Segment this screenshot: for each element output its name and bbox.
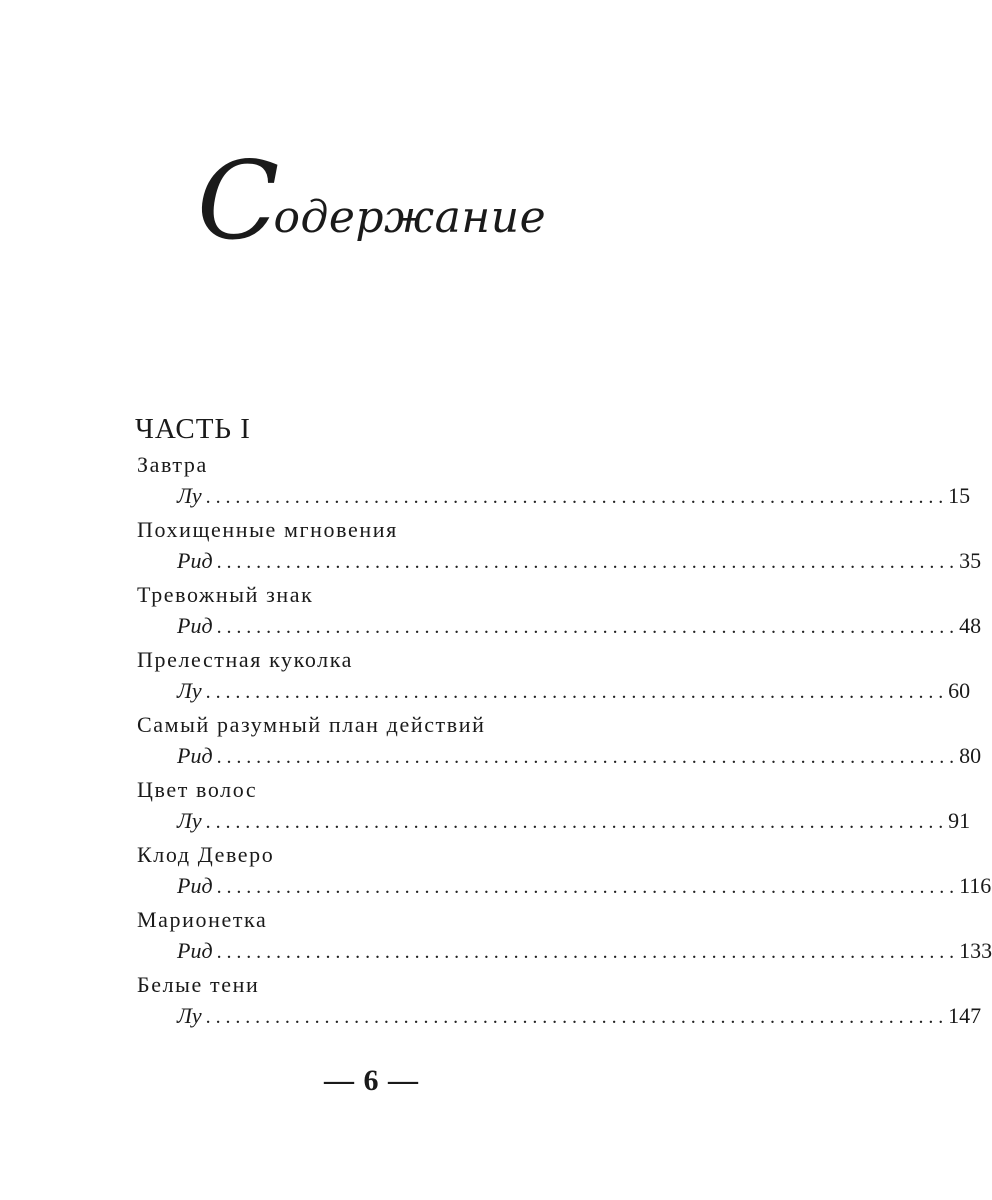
toc-entry-row xyxy=(135,938,992,968)
narrator-name: Рид xyxy=(177,613,213,638)
toc-entry[interactable] xyxy=(135,972,982,1037)
chapter-title: Белые тени xyxy=(137,972,260,997)
toc-entry-row xyxy=(135,873,992,903)
toc-entry[interactable] xyxy=(135,452,971,517)
page-title xyxy=(0,139,743,264)
dot-leader: ........................................................................... xyxy=(216,876,960,898)
toc-entry[interactable] xyxy=(135,777,971,842)
dot-leader: ........................................................................... xyxy=(216,941,960,963)
toc-entry-row xyxy=(135,548,982,578)
toc-entry-row xyxy=(135,678,971,708)
page-number: 80 xyxy=(959,743,982,768)
narrator-name: Лу xyxy=(177,1003,202,1028)
page-number: 15 xyxy=(948,483,971,508)
chapter-title: Прелестная куколка xyxy=(137,647,354,672)
dot-leader: ........................................................................... xyxy=(205,486,949,508)
toc-entry-row xyxy=(135,1003,982,1033)
dot-leader: ........................................................................... xyxy=(216,746,960,768)
dot-leader: ........................................................................... xyxy=(205,681,949,703)
dot-leader: ........................................................................... xyxy=(205,811,949,833)
toc-entry[interactable] xyxy=(135,582,982,647)
dot-leader: ........................................................................... xyxy=(205,1006,949,1028)
toc-entry-row xyxy=(135,483,971,513)
chapter-title: Похищенные мгновения xyxy=(137,517,398,542)
page-number: 60 xyxy=(948,678,971,703)
narrator-name: Лу xyxy=(177,808,202,833)
page-number: 116 xyxy=(959,873,992,898)
chapter-title: Цвет волос xyxy=(137,777,258,802)
page-number: 133 xyxy=(959,938,992,963)
chapter-title: Завтра xyxy=(137,452,208,477)
page-number: 48 xyxy=(959,613,982,638)
page-number: 91 xyxy=(948,808,971,833)
narrator-name: Рид xyxy=(177,938,213,963)
narrator-name: Лу xyxy=(177,678,202,703)
chapter-title: Тревожный знак xyxy=(137,582,314,607)
table-of-contents xyxy=(135,452,992,1037)
toc-entry[interactable] xyxy=(135,842,992,907)
chapter-title: Самый разумный план действий xyxy=(137,712,486,737)
narrator-name: Лу xyxy=(177,483,202,508)
toc-entry[interactable] xyxy=(135,517,982,582)
narrator-name: Рид xyxy=(177,548,213,573)
toc-entry-row xyxy=(135,743,982,773)
dot-leader: ........................................................................... xyxy=(216,616,960,638)
chapter-title: Марионетка xyxy=(137,907,268,932)
title-initial: С xyxy=(196,139,274,264)
narrator-name: Рид xyxy=(177,873,213,898)
toc-entry[interactable] xyxy=(135,712,982,777)
toc-entry[interactable] xyxy=(135,647,971,712)
toc-entry-row xyxy=(135,808,971,838)
chapter-title: Клод Деверо xyxy=(137,842,275,867)
part-heading: ЧАСТЬ I xyxy=(135,413,251,445)
page-number: 147 xyxy=(948,1003,982,1028)
narrator-name: Рид xyxy=(177,743,213,768)
title-rest: одержание xyxy=(273,192,547,243)
folio-page-number: — 6 — xyxy=(324,1064,419,1097)
toc-entry[interactable] xyxy=(135,907,992,972)
page-number: 35 xyxy=(959,548,982,573)
dot-leader: ........................................................................... xyxy=(216,551,960,573)
toc-entry-row xyxy=(135,613,982,643)
